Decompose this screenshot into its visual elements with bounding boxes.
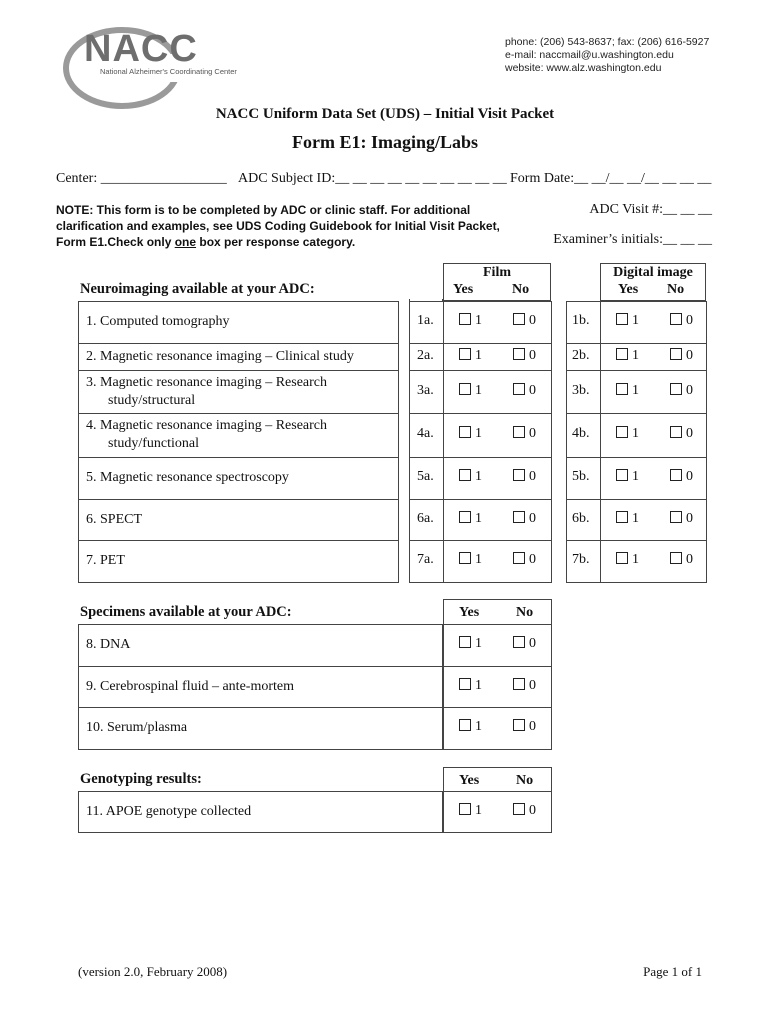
page-number: Page 1 of 1 [643,964,702,979]
yes-option[interactable] [459,803,482,819]
option-value: 1 [632,347,639,363]
yes-option[interactable] [459,678,482,694]
no-option[interactable] [513,803,536,819]
option-value: 0 [686,347,693,363]
genotyping-title: Genotyping results: [80,771,202,787]
option-value: 1 [632,382,639,398]
option-value: 0 [529,469,536,484]
checkbox-icon[interactable] [459,426,471,438]
checkbox-icon[interactable] [513,383,525,395]
item-code: 4b. [572,426,590,441]
checkbox-icon[interactable] [459,348,471,360]
option-value: 1 [475,469,482,484]
no-option[interactable] [513,678,536,694]
checkbox-icon[interactable] [670,426,682,438]
checkbox-icon[interactable] [459,719,471,731]
film-no-option[interactable] [513,552,536,568]
option-value: 1 [475,719,482,734]
no-header: No [516,773,534,788]
option-value: 0 [686,426,693,441]
item-code: 1b. [572,313,590,328]
no-option[interactable] [513,636,536,652]
option-value: 1 [475,347,482,363]
item-code: 5a. [417,469,434,484]
option-value: 0 [529,636,536,651]
checkbox-icon[interactable] [616,313,628,325]
option-value: 0 [529,802,536,818]
film-no-option[interactable] [513,469,536,485]
item-code: 2a. [417,347,434,363]
row-label: 11. APOE genotype collected [86,803,252,819]
digital-no-option[interactable] [670,426,693,442]
checkbox-icon[interactable] [616,426,628,438]
option-value: 0 [529,347,536,363]
digital-no-option[interactable] [670,469,693,485]
film-yes-option[interactable] [459,313,482,329]
digital-yes-option[interactable] [616,552,639,568]
form-date-field[interactable]: Form Date:__ __/__ __/__ __ __ __ [510,171,712,186]
checkbox-icon[interactable] [513,313,525,325]
specimens-title: Specimens available at your ADC: [80,604,292,620]
checkbox-icon[interactable] [459,511,471,523]
row-label: 10. Serum/plasma [86,720,188,735]
item-code: 2b. [572,347,590,363]
film-header: Film [483,265,511,280]
packet-title: NACC Uniform Data Set (UDS) – Initial Visit Packet [215,106,555,122]
checkbox-icon[interactable] [616,348,628,360]
digital-no-header: No [667,282,685,297]
yes-option[interactable] [459,719,482,735]
row-label-cont: study/functional [108,436,199,451]
checkbox-icon[interactable] [616,383,628,395]
checkbox-icon[interactable] [513,469,525,481]
checkbox-icon[interactable] [670,552,682,564]
checkbox-icon[interactable] [513,511,525,523]
film-yes-option[interactable] [459,469,482,485]
option-value: 0 [529,510,536,526]
examiner-initials-field[interactable]: Examiner’s initials:__ __ __ [553,232,712,247]
item-code: 6a. [417,510,434,526]
checkbox-icon[interactable] [670,469,682,481]
contact-block [505,36,709,75]
option-value: 1 [475,636,482,651]
film-yes-header: Yes [453,282,474,297]
film-yes-option[interactable] [459,552,482,568]
digital-yes-option[interactable] [616,348,639,364]
checkbox-icon[interactable] [670,313,682,325]
option-value: 1 [632,510,639,526]
yes-option[interactable] [459,636,482,652]
digital-yes-option[interactable] [616,383,639,399]
row-label: 6. SPECT [86,511,143,527]
label-cell [78,540,399,583]
checkbox-icon[interactable] [459,383,471,395]
digital-yes-header: Yes [618,282,639,297]
checkbox-icon[interactable] [670,348,682,360]
checkbox-icon[interactable] [513,636,525,648]
option-value: 0 [529,382,536,398]
option-value: 1 [632,426,639,441]
digital-yes-option[interactable] [616,313,639,329]
checkbox-icon[interactable] [459,678,471,690]
option-value: 0 [686,469,693,484]
adc-visit-field[interactable]: ADC Visit #:__ __ __ [589,202,712,217]
option-value: 1 [475,552,482,567]
option-value: 0 [529,313,536,328]
no-option[interactable] [513,719,536,735]
digital-no-option[interactable] [670,313,693,329]
contact-website: website: www.alz.washington.edu [505,62,662,74]
contact-phone: phone: (206) 543-8637; fax: (206) 616-5927 [505,36,710,48]
checkbox-icon[interactable] [513,803,525,815]
neuroimaging-title: Neuroimaging available at your ADC: [80,281,315,297]
digital-yes-option[interactable] [616,511,639,527]
checkbox-icon[interactable] [459,469,471,481]
row-label: 9. Cerebrospinal fluid – ante-mortem [86,678,294,694]
option-value: 0 [686,382,693,398]
row-label: 2. Magnetic resonance imaging – Clinical study [86,348,354,364]
form-title: Form E1: Imaging/Labs [291,132,478,152]
film-no-option[interactable] [513,313,536,329]
checkbox-icon[interactable] [513,719,525,731]
item-code: 4a. [417,426,434,441]
row-label: 8. DNA [86,637,131,652]
option-value: 0 [529,677,536,693]
option-value: 1 [475,313,482,328]
item-code: 3a. [417,382,434,398]
item-code: 5b. [572,469,590,484]
checkbox-icon[interactable] [513,678,525,690]
option-value: 0 [686,552,693,567]
digital-yes-option[interactable] [616,426,639,442]
checkbox-icon[interactable] [513,552,525,564]
option-value: 0 [686,313,693,328]
option-value: 1 [632,469,639,484]
center-field[interactable]: Center: __________________ [56,171,227,186]
option-value: 0 [686,510,693,526]
digital-no-option[interactable] [670,383,693,399]
film-no-option[interactable] [513,348,536,364]
digital-yes-option[interactable] [616,469,639,485]
row-label: 1. Computed tomography [86,314,230,329]
yes-header: Yes [459,605,480,620]
yes-header: Yes [459,773,480,788]
film-no-option[interactable] [513,383,536,399]
contact-email: e-mail: naccmail@u.washington.edu [505,49,674,61]
checkbox-icon[interactable] [616,552,628,564]
option-value: 1 [475,802,482,818]
checkbox-icon[interactable] [459,552,471,564]
checkbox-icon[interactable] [616,469,628,481]
digital-header: Digital image [613,265,693,280]
subject-id-field[interactable]: ADC Subject ID:__ __ __ __ __ __ __ __ __ __ [238,171,507,186]
item-code: 6b. [572,510,590,526]
checkbox-icon[interactable] [616,511,628,523]
item-code: 1a. [417,313,434,328]
checkbox-icon[interactable] [513,426,525,438]
item-code: 7a. [417,552,434,567]
checkbox-icon[interactable] [459,803,471,815]
option-value: 0 [529,719,536,734]
film-no-option[interactable] [513,511,536,527]
row-label: 3. Magnetic resonance imaging – Research [86,375,328,390]
row-label: 7. PET [86,553,125,568]
option-value: 1 [475,677,482,693]
checkbox-icon[interactable] [513,348,525,360]
item-code: 7b. [572,552,590,567]
option-value: 1 [632,552,639,567]
digital-no-option[interactable] [670,552,693,568]
digital-no-option[interactable] [670,348,693,364]
row-label: 4. Magnetic resonance imaging – Research [86,418,328,433]
label-cell [78,624,443,667]
logo-name: NACC [84,28,198,70]
film-no-header: No [512,282,530,297]
film-yes-option[interactable] [459,511,482,527]
film-no-option[interactable] [513,426,536,442]
item-code: 3b. [572,382,590,398]
option-value: 0 [529,426,536,441]
checkbox-icon[interactable] [670,511,682,523]
digital-no-option[interactable] [670,511,693,527]
row-label: 5. Magnetic resonance spectroscopy [86,470,289,485]
checkbox-icon[interactable] [670,383,682,395]
checkbox-icon[interactable] [459,636,471,648]
instructions-note: NOTE: This form is to be completed by ADC or clinic staff. For additional clarification and examples, see UDS Coding Guidebook for Initial Visit Packet, Form E1.Check only one box per response category. [56,203,500,249]
no-header: No [516,605,534,620]
row-label-cont: study/structural [108,393,196,408]
option-value: 0 [529,552,536,567]
film-yes-option[interactable] [459,383,482,399]
option-value: 1 [475,510,482,526]
version-label: (version 2.0, February 2008) [78,964,228,979]
logo-subtitle: National Alzheimer's Coordinating Center [100,67,237,76]
option-value: 1 [475,426,482,441]
option-value: 1 [632,313,639,328]
checkbox-icon[interactable] [459,313,471,325]
film-yes-option[interactable] [459,348,482,364]
film-yes-option[interactable] [459,426,482,442]
option-value: 1 [475,382,482,398]
